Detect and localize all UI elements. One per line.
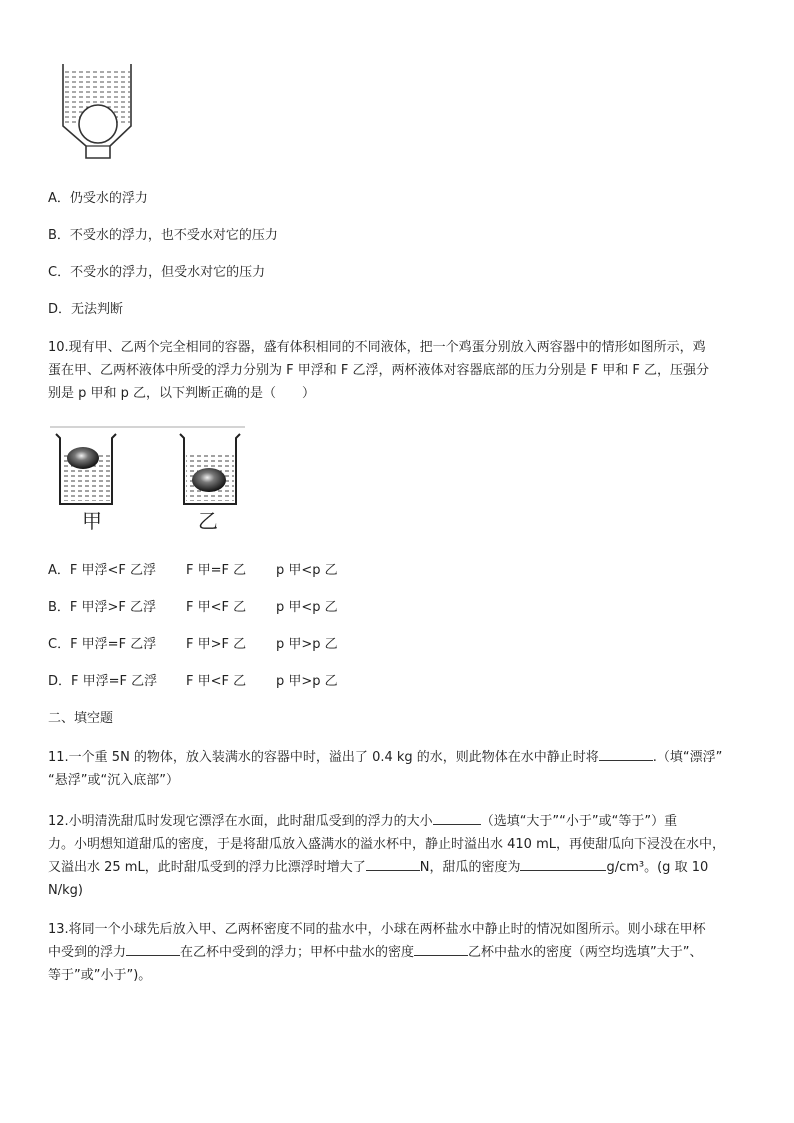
q12-line-1 (48, 810, 748, 833)
q12-text-c: 又溢出水 25 mL，此时甜瓜受到的浮力比漂浮时增大了 (48, 860, 366, 875)
q12-text-e: g/cm³。(g 取 10 (606, 860, 709, 875)
q9-option-b: B．不受水的浮力，也不受水对它的压力 (48, 228, 278, 243)
q12-line-2: 力。小明想知道甜瓜的密度，于是将甜瓜放入盛满水的溢水杯中，静止时溢出水 410 mL，再使甜瓜向下浸没在水中， (48, 837, 725, 852)
q13-text (48, 918, 748, 987)
q11-text-b: .（填“漂浮” (652, 750, 723, 765)
q10-option-b-force: F 甲<F 乙 (186, 600, 247, 615)
q10-figure-label-jia: 甲 (82, 509, 102, 533)
q10-option-d-pressure: p 甲>p 乙 (276, 674, 338, 689)
q10-option-d-force: F 甲<F 乙 (186, 674, 247, 689)
q13-blank-2[interactable] (414, 942, 468, 956)
q10-option-b-pressure: p 甲<p 乙 (276, 600, 338, 615)
q9-option-a: A．仍受水的浮力 (48, 191, 148, 206)
q12-line-4: N/kg) (48, 883, 83, 898)
q10-option-b-buoyancy: B．F 甲浮>F 乙浮 (48, 600, 157, 615)
q10-option-d (48, 673, 338, 691)
q10-option-a (48, 562, 338, 580)
q10-stem-line-2: 蛋在甲、乙两杯液体中所受的浮力分别为 F 甲浮和 F 乙浮，两杯液体对容器底部的压力分别是 F 甲和 F 乙，压强分 (48, 363, 709, 378)
q11-line-1 (48, 746, 748, 769)
q13-line-1: 13.将同一个小球先后放入甲、乙两杯密度不同的盐水中，小球在两杯盐水中静止时的情况如图所示。则小球在甲杯 (48, 922, 706, 937)
q10-option-c (48, 636, 338, 654)
q13-line-2 (48, 941, 748, 964)
q10-stem-line-1: 10.现有甲、乙两个完全相同的容器，盛有体积相同的不同液体，把一个鸡蛋分别放入两容器中的情形如图所示，鸡 (48, 340, 706, 355)
q10-option-c-buoyancy: C．F 甲浮=F 乙浮 (48, 637, 157, 652)
q11-line-2: “悬浮”或“沉入底部”） (48, 773, 179, 788)
q10-figure-label-yi: 乙 (198, 509, 218, 533)
q13-text-b: 在乙杯中受到的浮力；甲杯中盐水的密度 (180, 945, 415, 960)
q11-text (48, 746, 748, 792)
q10-option-d-buoyancy: D．F 甲浮=F 乙浮 (48, 674, 158, 689)
q11-text-a: 11.一个重 5N 的物体，放入装满水的容器中时，溢出了 0.4 kg 的水，则此物体在水中静止时将 (48, 750, 599, 765)
q12-blank-3[interactable] (520, 857, 606, 871)
q10-stem-line-3: 别是 p 甲和 p 乙，以下判断正确的是（ ） (48, 386, 316, 401)
q10-option-c-force: F 甲>F 乙 (186, 637, 247, 652)
q13-line-3: 等于”或”小于”)。 (48, 968, 152, 983)
q12-text-b: （选填“大于”“小于”或“等于”）重 (480, 814, 678, 829)
q10-option-a-pressure: p 甲<p 乙 (276, 563, 338, 578)
q13-blank-1[interactable] (126, 942, 180, 956)
q13-text-a: 中受到的浮力 (48, 945, 127, 960)
q10-option-a-force: F 甲=F 乙 (186, 563, 247, 578)
section-title: 二、填空题 (48, 711, 114, 726)
q12-text-d: N，甜瓜的密度为 (419, 860, 521, 875)
q13-text-c: 乙杯中盐水的密度（两空均选填”大于”、 (468, 945, 703, 960)
q10-option-b (48, 599, 338, 617)
q10-option-c-pressure: p 甲>p 乙 (276, 637, 338, 652)
q12-blank-2[interactable] (366, 857, 420, 871)
q10-option-a-buoyancy: A．F 甲浮<F 乙浮 (48, 563, 157, 578)
q9-option-d: D．无法判断 (48, 302, 124, 317)
q9-figure (58, 60, 138, 160)
q11-answer-blank[interactable] (599, 747, 653, 761)
q12-blank-1[interactable] (433, 811, 481, 825)
q9-option-c: C．不受水的浮力，但受水对它的压力 (48, 265, 266, 280)
q10-figure (50, 424, 250, 544)
q12-text (48, 810, 748, 902)
q12-text-a: 12.小明清洗甜瓜时发现它漂浮在水面，此时甜瓜受到的浮力的大小 (48, 814, 433, 829)
q10-stem (48, 336, 748, 405)
q12-line-3 (48, 856, 748, 879)
